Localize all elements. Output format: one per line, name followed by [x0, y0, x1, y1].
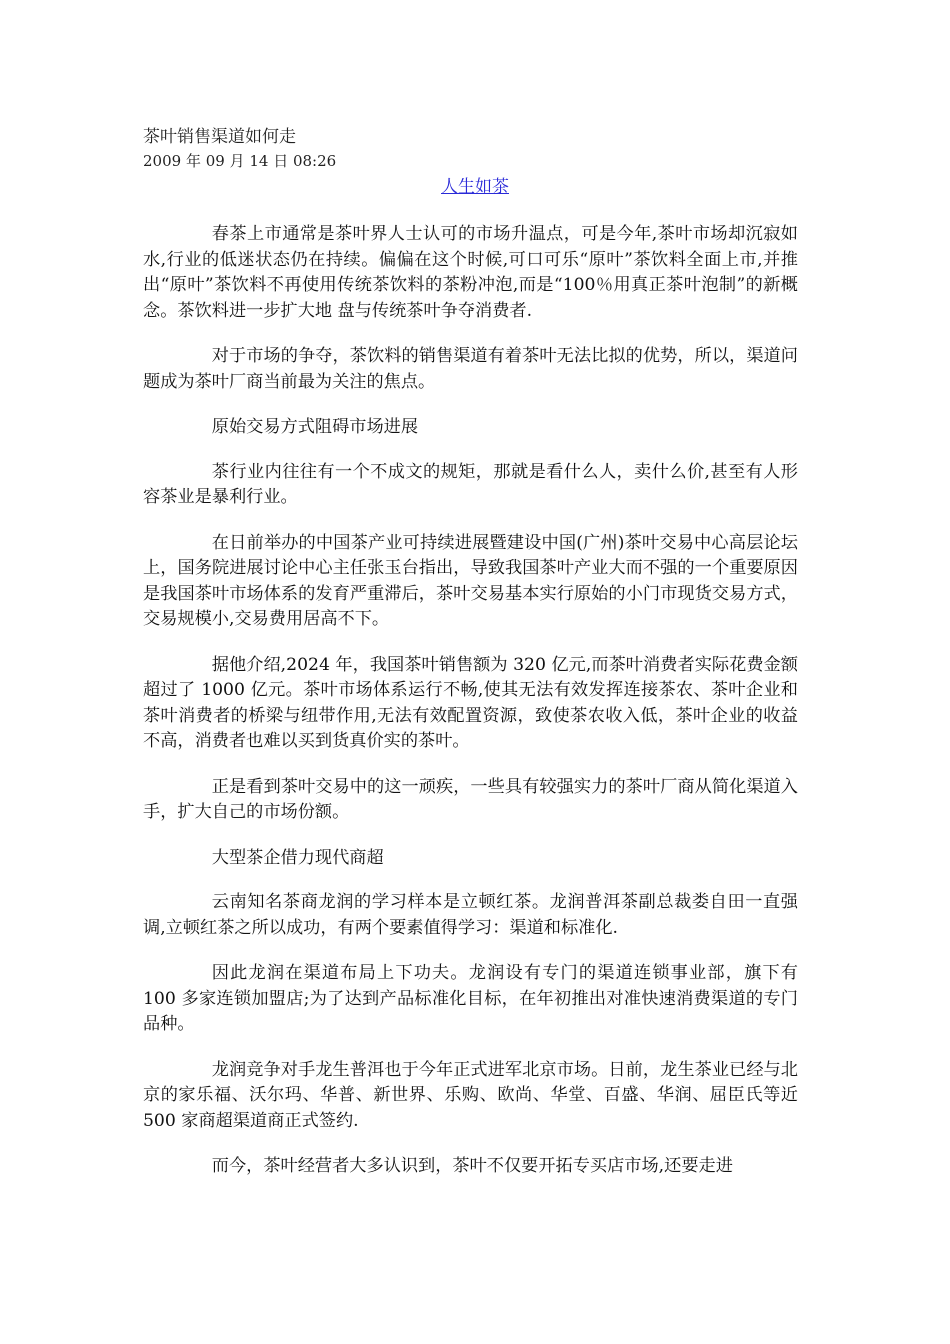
- article-body: [143, 222, 798, 1200]
- paragraph: 在日前举办的中国茶产业可持续进展暨建设中国(广州)茶叶交易中心高层论坛上，国务院进展讨论中心主任张玉台指出，导致我国茶叶产业大而不强的一个重要原因是我国茶叶市场体系的发育严重滞后，茶叶交易基本实行原始的小门市现货交易方式，交易规模小,交易费用居高不下。: [143, 532, 798, 629]
- paragraph: 春茶上市通常是茶叶界人士认可的市场升温点，可是今年,茶叶市场却沉寂如水,行业的低迷状态仍在持续。偏偏在这个时候,可口可乐“原叶”茶饮料全面上市,并推出“原叶”茶饮料不再使用传统茶饮料的茶粉冲泡,而是“100％用真正茶叶泡制”的新概念。茶饮料进一步扩大地 盘与传统茶叶争夺消费者.: [143, 224, 798, 321]
- article-title: 茶叶销售渠道如何走: [143, 127, 296, 147]
- paragraph: 因此龙润在渠道布局上下功夫。龙润设有专门的渠道连锁事业部，旗下有 100 多家连锁加盟店;为了达到产品标准化目标，在年初推出对准快速消费渠道的专门品种。: [143, 963, 798, 1034]
- paragraph: 而今，茶叶经营者大多认识到，茶叶不仅要开拓专买店市场,还要走进: [211, 1156, 733, 1176]
- article-date: 2009 年 09 月 14 日 08:26: [143, 152, 337, 170]
- section-heading: 原始交易方式阻碍市场进展: [211, 417, 419, 437]
- section-heading: 大型茶企借力现代商超: [211, 847, 384, 868]
- author-link-row: [0, 174, 950, 200]
- author-link[interactable]: 人生如茶: [441, 177, 509, 197]
- paragraph: 龙润竞争对手龙生普洱也于今年正式进军北京市场。日前，龙生茶业已经与北京的家乐福、沃尔玛、华普、新世界、乐购、欧尚、华堂、百盛、华润、屈臣氏等近 500 家商超渠道商正式签约.: [143, 1059, 798, 1131]
- paragraph: 正是看到茶叶交易中的这一顽疾，一些具有较强实力的茶叶厂商从简化渠道入手，扩大自己的市场份额。: [143, 776, 798, 822]
- paragraph: 据他介绍,2024 年，我国茶叶销售额为 320 亿元,而茶叶消费者实际花费金额超过了 1000 亿元。茶叶市场体系运行不畅,使其无法有效发挥连接茶农、茶叶企业和茶叶消费者的桥梁与纽带作用,无法有效配置资源，致使茶农收入低，茶叶企业的收益不高，消费者也难以买到货真价实的茶叶。: [143, 654, 798, 751]
- paragraph: 茶行业内往往有一个不成文的规矩，那就是看什么人，卖什么价,甚至有人形容茶业是暴利行业。: [143, 461, 798, 507]
- paragraph: 对于市场的争夺，茶饮料的销售渠道有着茶叶无法比拟的优势，所以，渠道问题成为茶叶厂商当前最为关注的焦点。: [143, 346, 798, 392]
- paragraph: 云南知名茶商龙润的学习样本是立顿红茶。龙润普洱茶副总裁娄自田一直强调,立顿红茶之所以成功，有两个要素值得学习：渠道和标准化.: [143, 892, 798, 938]
